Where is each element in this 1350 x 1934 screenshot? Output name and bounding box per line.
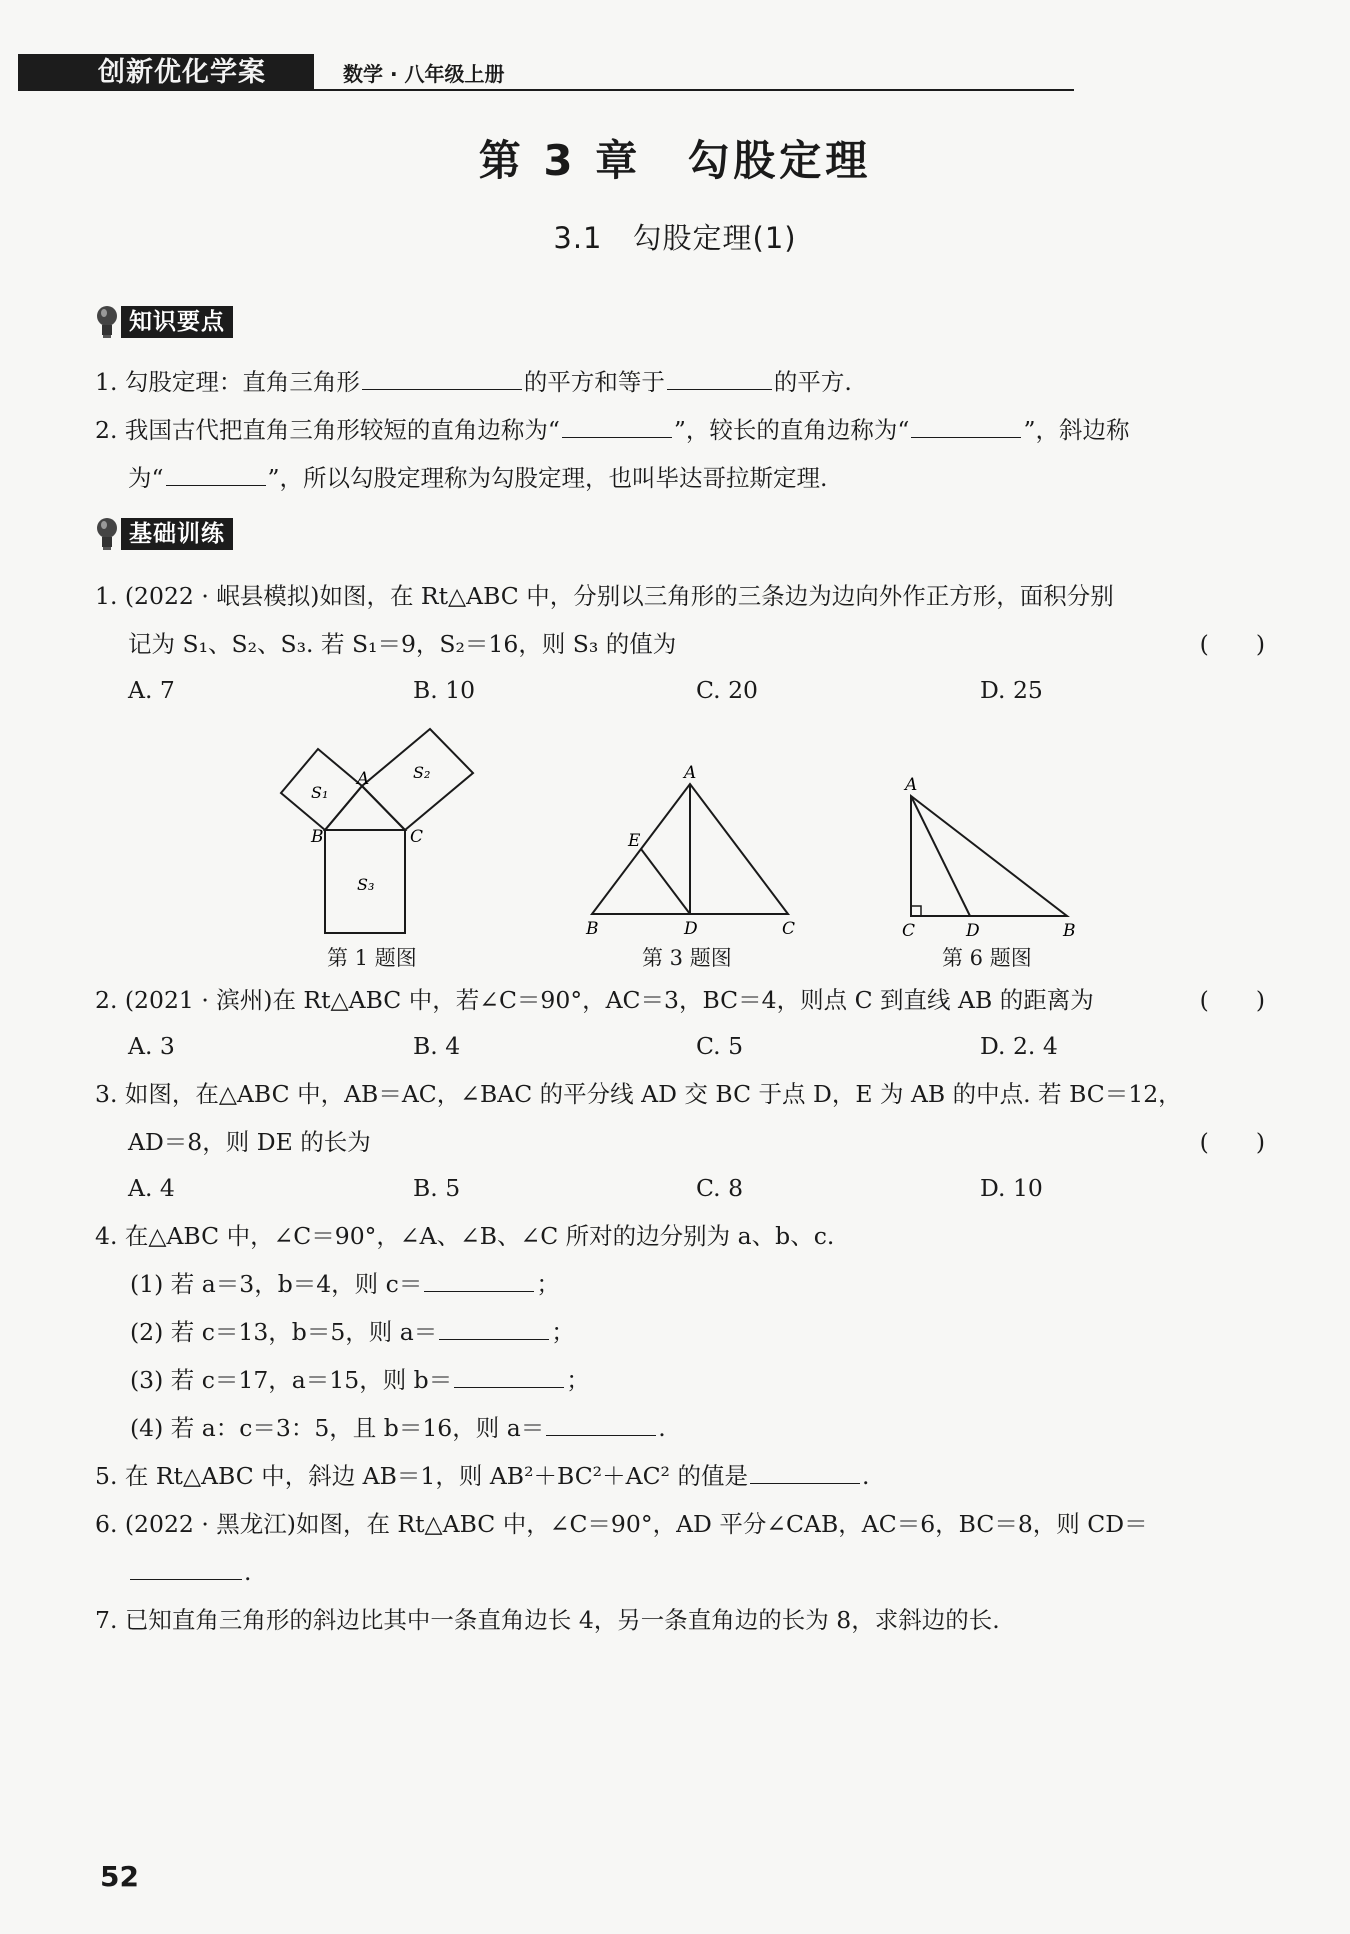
label-c: C	[410, 827, 424, 847]
question-3-line-1: 3. 如图，在△ABC 中，AB＝AC，∠BAC 的平分线 AD 交 BC 于点 D，E 为 AB 的中点. 若 BC＝12，	[95, 1080, 1182, 1108]
triangle-abc	[325, 786, 405, 830]
label-s2: S₂	[413, 763, 431, 782]
question-4-stem: 4. 在△ABC 中，∠C＝90°，∠A、∠B、∠C 所对的边分别为 a、b、c.	[95, 1222, 835, 1250]
question-1-line-1: 1. (2022 · 岷县模拟)如图，在 Rt△ABC 中，分别以三角形的三条边为边向外作正方形，面积分别	[95, 582, 1114, 610]
section-tag-knowledge	[95, 304, 233, 340]
label-d: D	[966, 921, 980, 940]
figure-1-caption: 第 1 题图	[327, 946, 417, 970]
label-d: D	[684, 919, 698, 938]
fill-blank[interactable]	[546, 1405, 656, 1436]
choice-a[interactable]: A. 4	[128, 1174, 175, 1202]
choice-b[interactable]: B. 5	[413, 1174, 461, 1202]
figure-6-diagram	[895, 770, 1085, 940]
choice-d[interactable]: D. 25	[980, 676, 1043, 704]
series-title: 创新优化学案	[18, 54, 314, 91]
question-5: 5. 在 Rt△ABC 中，斜边 AB＝1，则 AB²＋BC²＋AC² 的值是 .	[95, 1452, 1265, 1500]
figure-1-diagram	[270, 718, 485, 938]
label-c: C	[902, 921, 916, 940]
segment-de	[641, 849, 690, 914]
figure-3-caption: 第 3 题图	[642, 946, 732, 970]
question-4-part-4: (4) 若 a：c＝3：5，且 b＝16，则 a＝ .	[130, 1404, 1300, 1452]
figure-6-caption: 第 6 题图	[942, 946, 1032, 970]
segment-ad	[911, 796, 970, 916]
question-7: 7. 已知直角三角形的斜边比其中一条直角边长 4，另一条直角边的长为 8，求斜边的长.	[95, 1606, 1000, 1634]
question-1-line-2: 记为 S₁、S₂、S₃. 若 S₁＝9，S₂＝16，则 S₃ 的值为 ( )	[128, 620, 1265, 668]
figure-3-diagram	[580, 758, 800, 938]
question-4-part-3: (3) 若 c＝17，a＝15，则 b＝ ；	[130, 1356, 1300, 1404]
knowledge-item-2: 2. 我国古代把直角三角形较短的直角边称为“ ”，较长的直角边称为“ ”，斜边称	[95, 406, 1265, 454]
label-s1: S₁	[311, 783, 329, 802]
label-b: B	[1063, 921, 1076, 940]
knowledge-item-1: 1. 勾股定理：直角三角形 的平方和等于 的平方.	[95, 358, 1265, 406]
section-title: 3.1 勾股定理(1)	[553, 221, 797, 255]
fill-blank[interactable]	[439, 1309, 549, 1340]
chapter-title: 第 3 章 勾股定理	[478, 136, 872, 185]
fill-blank[interactable]	[362, 359, 522, 390]
fill-blank[interactable]	[667, 359, 772, 390]
choice-d[interactable]: D. 10	[980, 1174, 1043, 1202]
answer-bracket[interactable]: ( )	[1199, 986, 1265, 1014]
fill-blank[interactable]	[454, 1357, 564, 1388]
section-tag-basic	[95, 516, 233, 552]
answer-bracket[interactable]: ( )	[1199, 1128, 1265, 1156]
question-2-line-1: 2. (2021 · 滨州)在 Rt△ABC 中，若∠C＝90°，AC＝3，BC＝4，则点 C 到直线 AB 的距离为 ( )	[95, 976, 1265, 1024]
section-tag-label: 知识要点	[121, 306, 233, 338]
choice-c[interactable]: C. 8	[696, 1174, 744, 1202]
section-tag-label: 基础训练	[121, 518, 233, 550]
label-a: A	[357, 769, 370, 789]
label-a: A	[905, 775, 918, 795]
label-c: C	[782, 919, 796, 938]
label-b: B	[586, 919, 599, 938]
fill-blank[interactable]	[166, 455, 266, 486]
label-a: A	[684, 763, 697, 783]
label-b: B	[311, 827, 324, 847]
question-3-line-2: AD＝8，则 DE 的长为 ( )	[128, 1118, 1265, 1166]
choice-d[interactable]: D. 2. 4	[980, 1032, 1058, 1060]
fill-blank[interactable]	[424, 1261, 534, 1292]
header-rule	[314, 89, 1074, 91]
choice-a[interactable]: A. 7	[128, 676, 175, 704]
lightbulb-icon	[95, 517, 119, 551]
choice-c[interactable]: C. 20	[696, 676, 758, 704]
label-s3: S₃	[357, 875, 375, 894]
choice-b[interactable]: B. 4	[413, 1032, 461, 1060]
choice-c[interactable]: C. 5	[696, 1032, 744, 1060]
choice-b[interactable]: B. 10	[413, 676, 476, 704]
lightbulb-icon	[95, 305, 119, 339]
label-e: E	[628, 831, 641, 851]
question-4-part-1: (1) 若 a＝3，b＝4，则 c＝ ；	[130, 1260, 1300, 1308]
fill-blank[interactable]	[911, 407, 1021, 438]
page-number: 52	[100, 1860, 139, 1893]
page-header	[18, 54, 1350, 94]
knowledge-item-2-cont: 为“ ”，所以勾股定理称为勾股定理，也叫毕达哥拉斯定理.	[128, 454, 1298, 502]
triangle-abc	[911, 796, 1067, 916]
right-angle-mark	[911, 906, 921, 916]
question-6-line-2: .	[128, 1548, 1298, 1596]
fill-blank[interactable]	[130, 1549, 242, 1580]
subject-label: 数学 · 八年级上册	[343, 62, 505, 86]
choice-a[interactable]: A. 3	[128, 1032, 175, 1060]
question-6-line-1: 6. (2022 · 黑龙江)如图，在 Rt△ABC 中，∠C＝90°，AD 平分∠CAB，AC＝6，BC＝8，则 CD＝	[95, 1510, 1148, 1538]
question-4-part-2: (2) 若 c＝13，b＝5，则 a＝ ；	[130, 1308, 1300, 1356]
fill-blank[interactable]	[750, 1453, 860, 1484]
fill-blank[interactable]	[562, 407, 672, 438]
answer-bracket[interactable]: ( )	[1199, 630, 1265, 658]
